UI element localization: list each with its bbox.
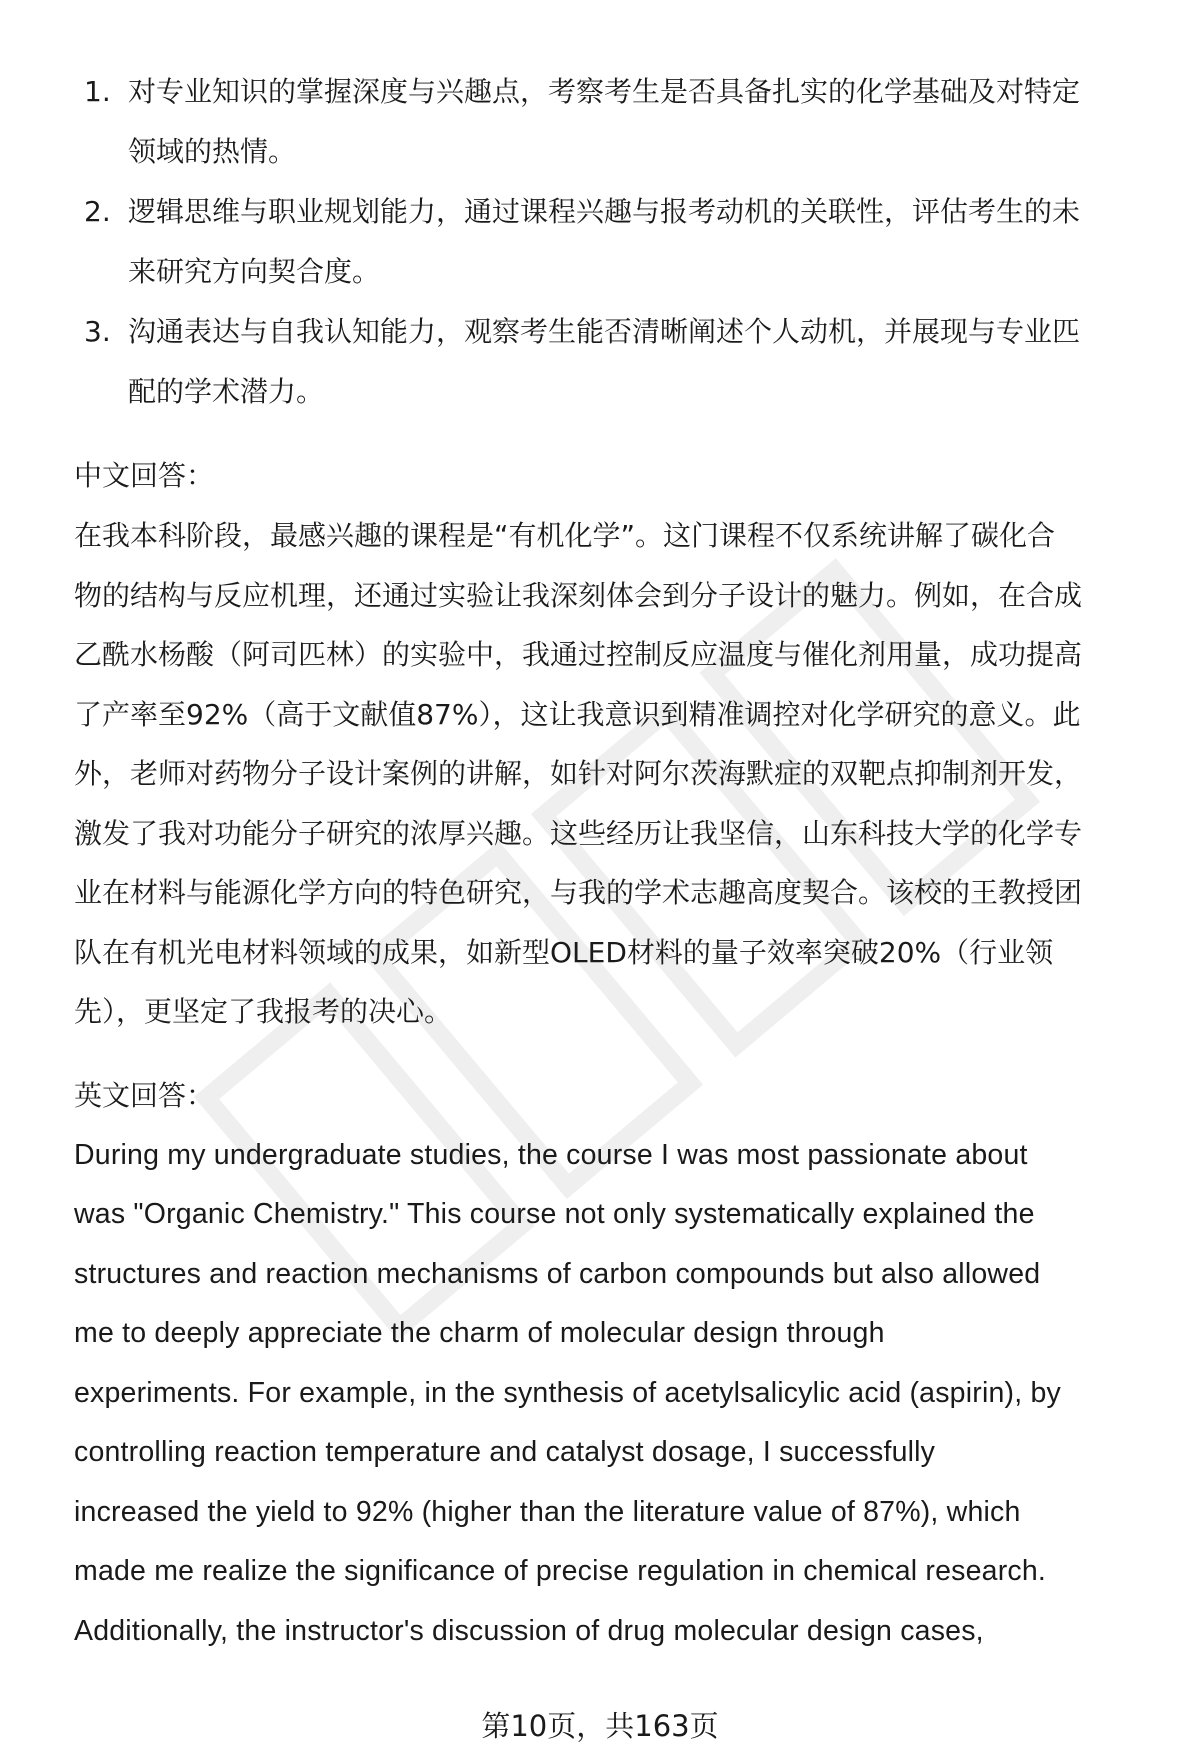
document-page bbox=[74, 62, 1154, 1661]
paragraph-line: structures and reaction mechanisms of carbon compounds but also allowed bbox=[74, 1257, 1041, 1290]
paragraph-line: 了产率至92%（高于文献值87%），这让我意识到精准调控对化学研究的意义。此 bbox=[74, 697, 1081, 731]
criteria-line: 沟通表达与自我认知能力，观察考生能否清晰阐述个人动机，并展现与专业匹 bbox=[128, 315, 1081, 348]
paragraph-line: controlling reaction temperature and catalyst dosage, I successfully bbox=[74, 1436, 936, 1468]
paragraph-line: Additionally, the instructor's discussion of drug molecular design cases, bbox=[74, 1614, 984, 1647]
chinese-answer-heading: 中文回答： bbox=[74, 459, 215, 492]
english-answer-paragraph bbox=[74, 1126, 1154, 1662]
criteria-number: 3. bbox=[84, 315, 111, 348]
paragraph-line: made me realize the significance of precise regulation in chemical research. bbox=[74, 1555, 1047, 1587]
paragraph-line: 队在有机光电材料领域的成果，如新型OLED材料的量子效率突破20%（行业领 bbox=[74, 935, 1054, 969]
paragraph-line: 激发了我对功能分子研究的浓厚兴趣。这些经历让我坚信，山东科技大学的化学专 bbox=[74, 816, 1083, 850]
paragraph-line: 在我本科阶段，最感兴趣的课程是“有机化学”。这门课程不仅系统讲解了碳化合 bbox=[74, 519, 1056, 552]
chinese-answer-paragraph bbox=[74, 506, 1154, 1042]
paragraph-line: increased the yield to 92% (higher than the literature value of 87%), which bbox=[74, 1495, 1021, 1528]
criteria-item bbox=[74, 302, 1154, 422]
criteria-line: 领域的热情。 bbox=[128, 135, 297, 168]
paragraph-line: 先），更坚定了我报考的决心。 bbox=[74, 995, 453, 1028]
criteria-line: 来研究方向契合度。 bbox=[128, 255, 381, 288]
criteria-number: 2. bbox=[84, 195, 111, 228]
paragraph-line: me to deeply appreciate the charm of molecular design through bbox=[74, 1317, 885, 1349]
english-answer-heading: 英文回答： bbox=[74, 1078, 215, 1112]
criteria-number: 1. bbox=[84, 75, 111, 108]
criteria-line: 逻辑思维与职业规划能力，通过课程兴趣与报考动机的关联性，评估考生的未 bbox=[128, 195, 1081, 228]
paragraph-line: During my undergraduate studies, the course I was most passionate about bbox=[74, 1138, 1028, 1171]
criteria-list bbox=[74, 62, 1154, 422]
criteria-line: 配的学术潜力。 bbox=[128, 375, 325, 408]
criteria-item bbox=[74, 182, 1154, 302]
paragraph-line: experiments. For example, in the synthesis of acetylsalicylic acid (aspirin), by bbox=[74, 1376, 1061, 1409]
paragraph-line: 外，老师对药物分子设计案例的讲解，如针对阿尔茨海默症的双靶点抑制剂开发， bbox=[74, 757, 1083, 790]
page-number-footer: 第10页，共163页 bbox=[481, 1709, 719, 1743]
criteria-item bbox=[74, 62, 1154, 182]
paragraph-line: was "Organic Chemistry." This course not only systematically explained the bbox=[74, 1198, 1035, 1230]
paragraph-line: 乙酰水杨酸（阿司匹林）的实验中，我通过控制反应温度与催化剂用量，成功提高 bbox=[74, 638, 1083, 671]
paragraph-line: 物的结构与反应机理，还通过实验让我深刻体会到分子设计的魅力。例如，在合成 bbox=[74, 578, 1083, 612]
paragraph-line: 业在材料与能源化学方向的特色研究，与我的学术志趣高度契合。该校的王教授团 bbox=[74, 876, 1083, 909]
criteria-line: 对专业知识的掌握深度与兴趣点，考察考生是否具备扎实的化学基础及对特定 bbox=[128, 75, 1081, 108]
